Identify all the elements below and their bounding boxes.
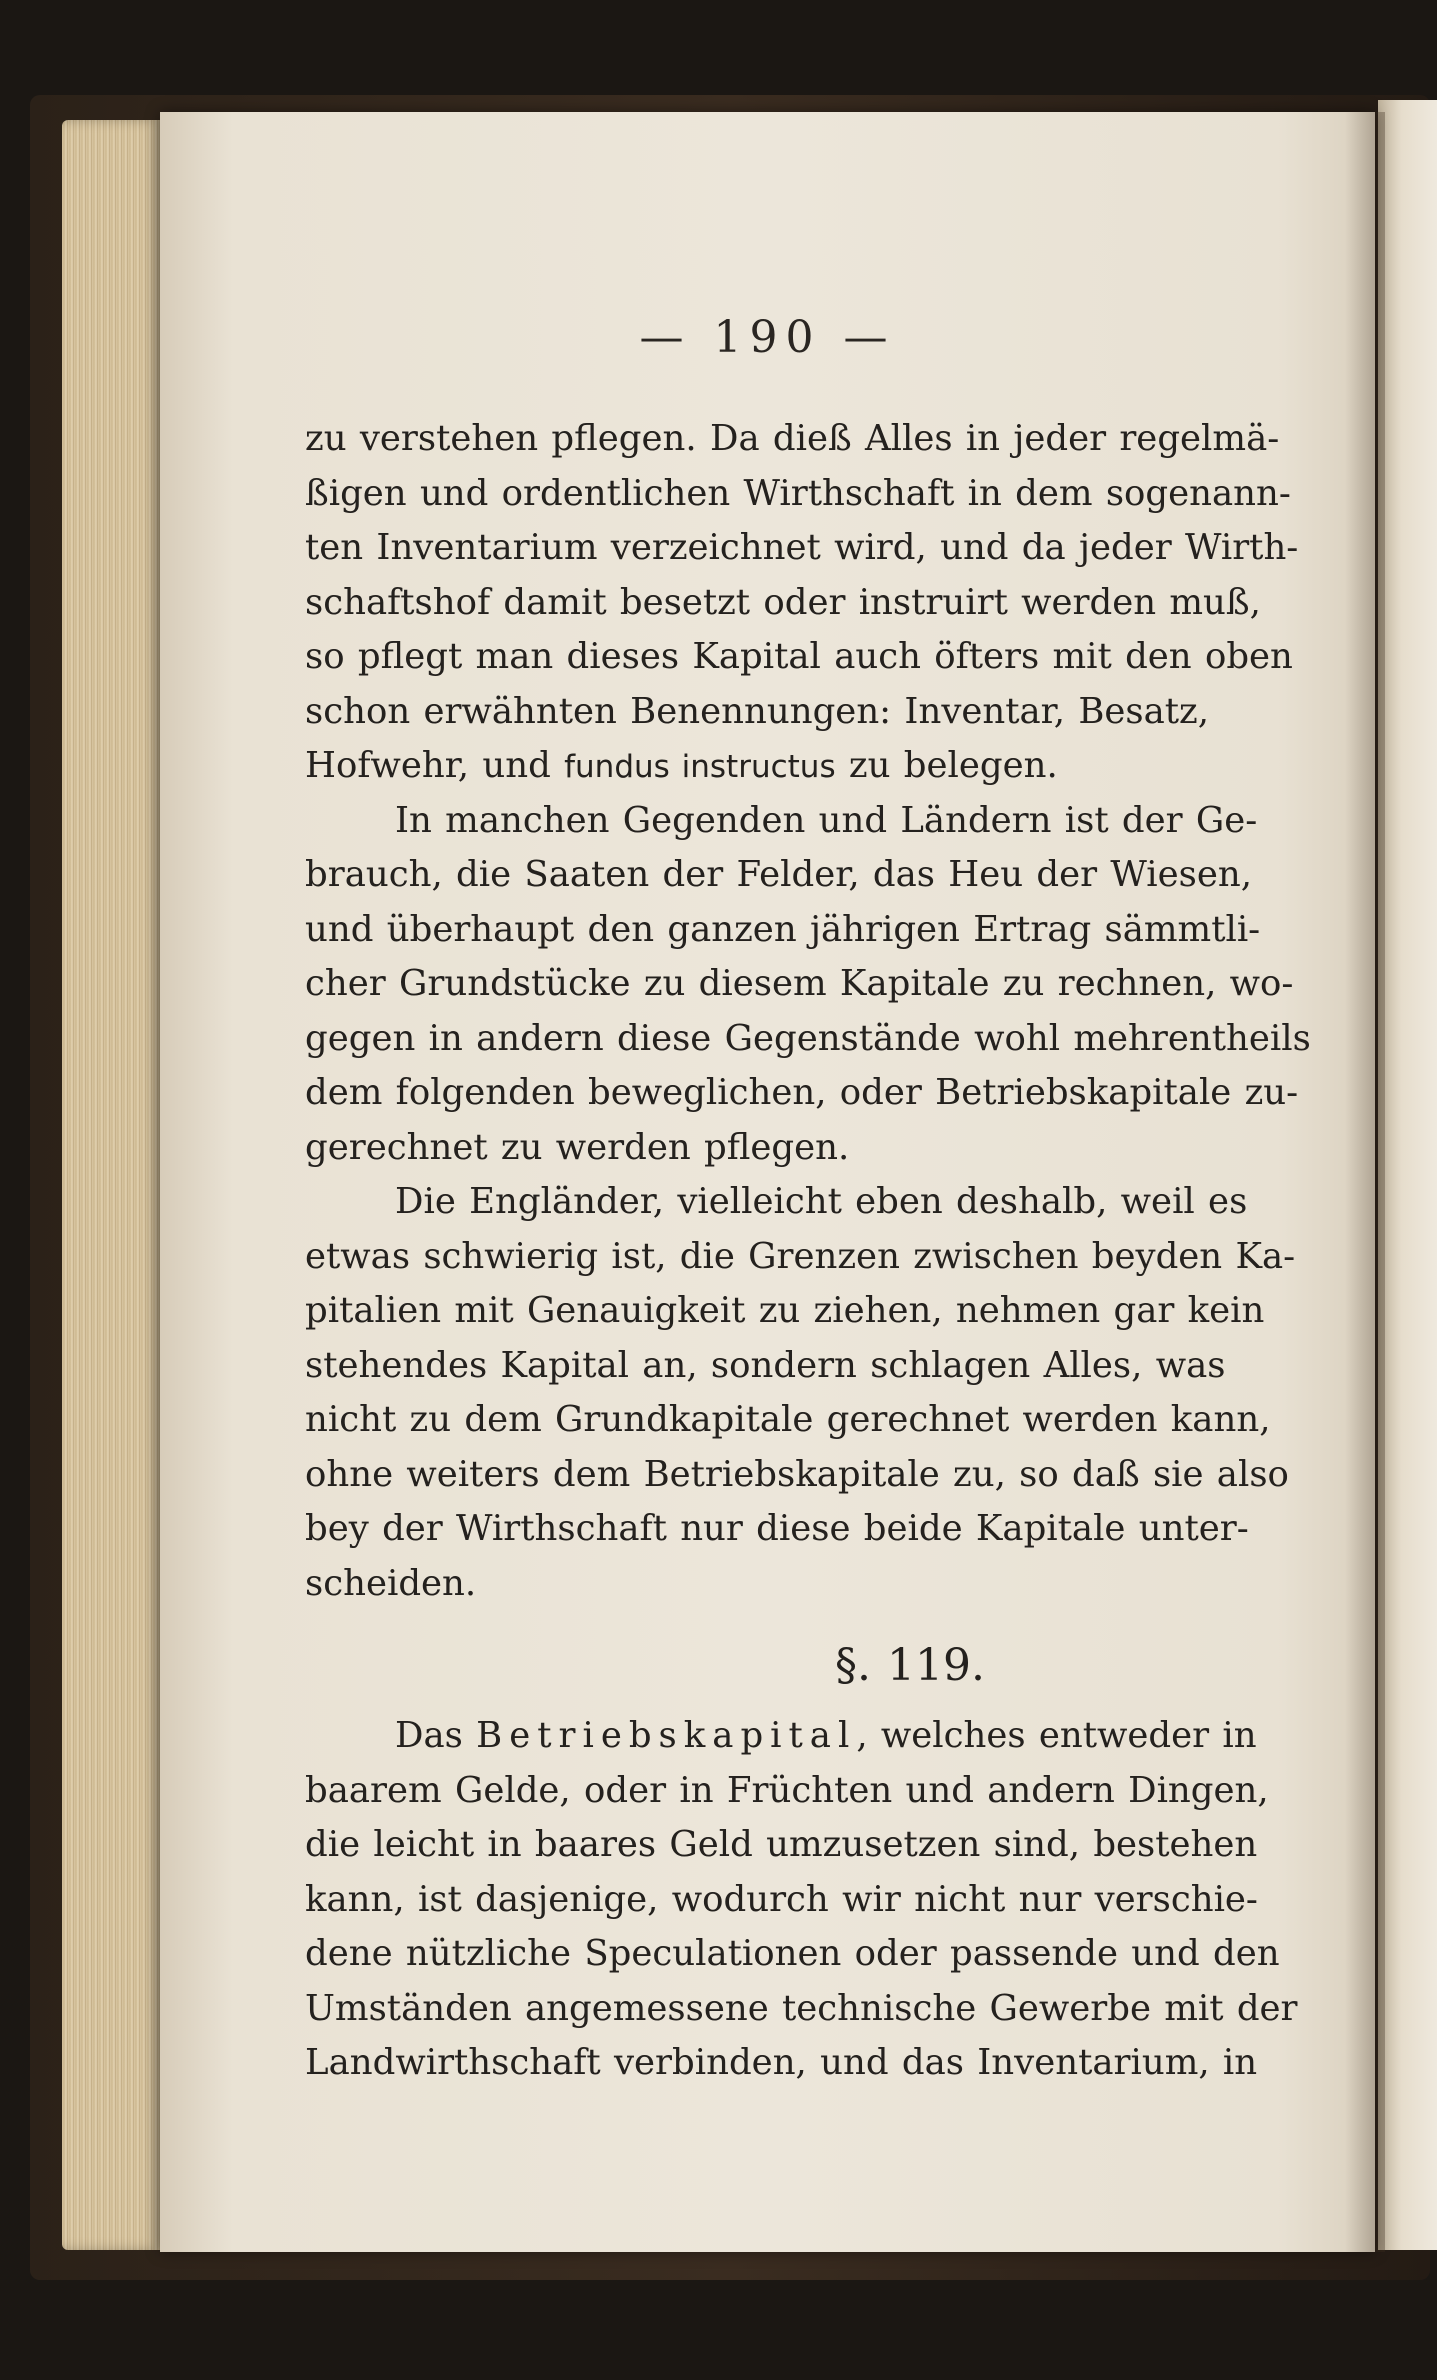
page-text bbox=[305, 412, 1437, 2091]
text-line: pitalien mit Genauigkeit zu ziehen, nehmen gar kein bbox=[305, 1290, 1265, 1331]
paragraph-first-line: Die Engländer, vielleicht eben deshalb, weil es bbox=[395, 1181, 1248, 1222]
text-fragment: Das bbox=[395, 1715, 477, 1756]
text-line: dene nützliche Speculationen oder passende und den bbox=[305, 1933, 1280, 1974]
text-line: brauch, die Saaten der Felder, das Heu der Wiesen, bbox=[305, 854, 1252, 895]
text-line: so pflegt man dieses Kapital auch öfters mit den oben bbox=[305, 636, 1293, 677]
text-line: ten Inventarium verzeichnet wird, und da jeder Wirth- bbox=[305, 527, 1299, 568]
section-heading: §. 119. bbox=[835, 1640, 985, 1691]
text-line: und überhaupt den ganzen jährigen Ertrag sämmtli- bbox=[305, 908, 1261, 950]
text-line: scheiden. bbox=[305, 1562, 477, 1604]
latin-term: fundus instructus bbox=[564, 749, 836, 785]
text-line: schon erwähnten Benennungen: Inventar, Besatz, bbox=[305, 690, 1210, 732]
emphasized-term: Betriebskapital bbox=[476, 1715, 857, 1756]
paragraph-first-line: In manchen Gegenden und Ländern ist der Ge- bbox=[395, 799, 1258, 841]
gutter-shadow bbox=[1345, 112, 1385, 2252]
text-line bbox=[305, 739, 1437, 794]
text-line: Landwirthschaft verbinden, und das Inventarium, in bbox=[305, 2042, 1258, 2083]
text-line: etwas schwierig ist, die Grenzen zwischen beyden Ka- bbox=[305, 1235, 1296, 1277]
text-fragment: zu belegen. bbox=[835, 745, 1058, 786]
text-fragment: , welches entweder in bbox=[856, 1715, 1257, 1756]
text-line: kann, ist dasjenige, wodurch wir nicht nur verschie- bbox=[305, 1878, 1258, 1920]
text-line: Umständen angemessene technische Gewerbe mit der bbox=[305, 1987, 1298, 2029]
book-page bbox=[160, 112, 1375, 2252]
text-line: ohne weiters dem Betriebskapitale zu, so daß sie also bbox=[305, 1453, 1289, 1495]
text-line: die leicht in baares Geld umzusetzen sind, bestehen bbox=[305, 1824, 1258, 1865]
text-line: nicht zu dem Grundkapitale gerechnet werden kann, bbox=[305, 1399, 1271, 1440]
page-edges bbox=[62, 120, 162, 2250]
text-line: schaftshof damit besetzt oder instruirt werden muß, bbox=[305, 581, 1261, 623]
text-line: stehendes Kapital an, sondern schlagen Alles, was bbox=[305, 1344, 1226, 1386]
text-line: gegen in andern diese Gegenstände wohl mehrentheils bbox=[305, 1017, 1311, 1059]
text-line: baarem Gelde, oder in Früchten und andern Dingen, bbox=[305, 1769, 1269, 1811]
text-line: bey der Wirthschaft nur diese beide Kapitale unter- bbox=[305, 1508, 1249, 1549]
text-line: zu verstehen pflegen. Da dieß Alles in jeder regelmä- bbox=[305, 418, 1280, 459]
text-line: cher Grundstücke zu diesem Kapitale zu rechnen, wo- bbox=[305, 963, 1294, 1004]
paragraph-first-line bbox=[305, 1709, 1437, 1764]
text-fragment: Hofwehr, und bbox=[305, 745, 565, 786]
page-number-header: — 190 — bbox=[639, 312, 896, 363]
text-line: gerechnet zu werden pflegen. bbox=[305, 1126, 850, 1168]
text-line: ßigen und ordentlichen Wirthschaft in dem sogenann- bbox=[305, 472, 1291, 514]
text-line: dem folgenden beweglichen, oder Betriebskapitale zu- bbox=[305, 1072, 1299, 1113]
